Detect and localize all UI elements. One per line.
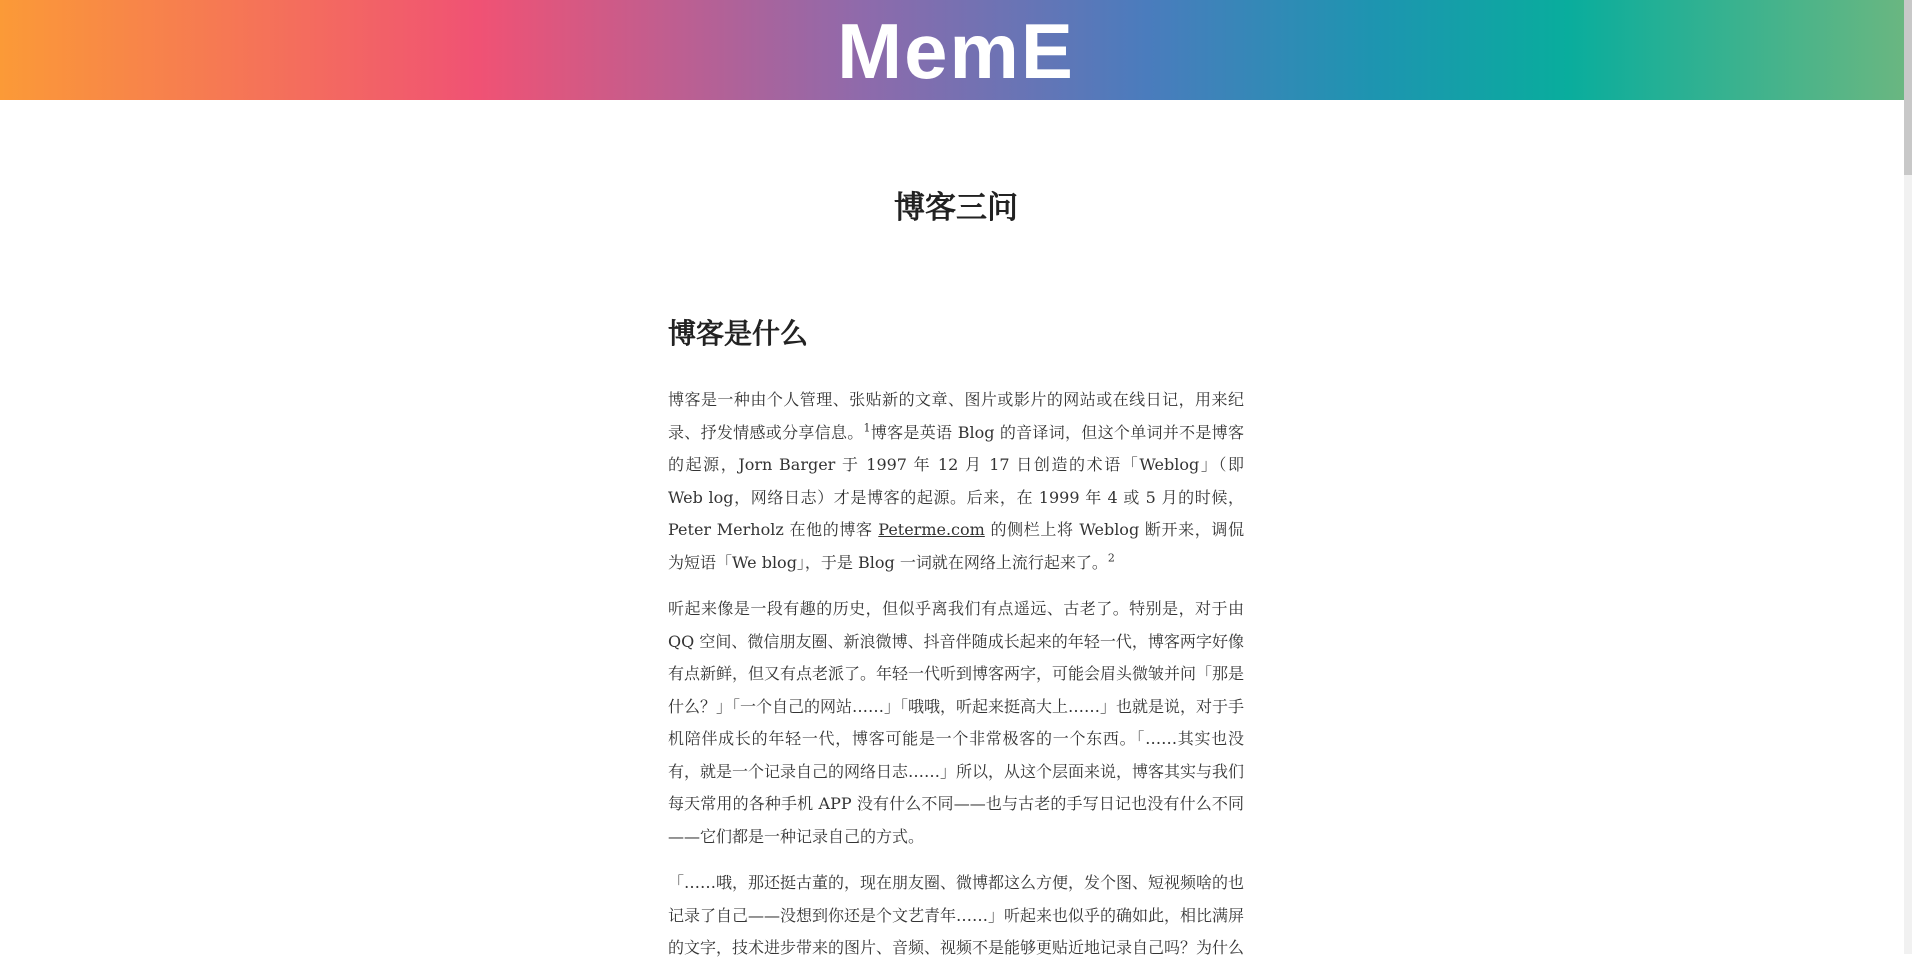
scrollbar-thumb[interactable] [1904, 0, 1912, 175]
text: 博客是英语 Blog 的音译词，但这个单词并不是博客的起源，Jorn Barger 于 1997 年 12 月 17 日创造的术语「Weblog」（即 Web log，网络日志）才是博客的起源。后来，在 1999 年 4 或 5 月的时候，Peter Merholz 在他的博客 [668, 422, 1244, 539]
post-title: 博客三问 [894, 190, 1018, 226]
footnote-ref[interactable]: 2 [1107, 551, 1115, 565]
site-logo[interactable]: MemE [837, 7, 1075, 95]
paragraph: 「……哦，那还挺古董的，现在朋友圈、微博都这么方便，发个图、短视频啥的也记录了自己——没想到你还是个文艺青年……」听起来也似乎的确如此，相比满屏的文字，技术进步带来的图片、音频、视频不是能够更贴近地记录自己吗？为什么 [668, 873, 1245, 957]
post-content [668, 230, 1244, 965]
peterme-link[interactable]: Peterme.com [878, 520, 985, 539]
section-heading: 博客是什么 [668, 317, 809, 350]
paragraph: 听起来像是一段有趣的历史，但似乎离我们有点遥远、古老了。特别是，对于由 QQ 空间、微信朋友圈、新浪微博、抖音伴随成长起来的年轻一代，博客两字好像有点新鲜，但又有点老派了。年轻一代听到博客两字，可能会眉头微皱并问「那是什么？」「一个自己的网站……」「哦哦，听起来挺高大上……」也就是说，对于手机陪伴成长的年轻一代，博客可能是一个非常极客的一个东西。「……其实也没有，就是一个记录自己的网络日志……」所以，从这个层面来说，博客其实与我们每天常用的各种手机 APP 没有什么不同——也与古老的手写日记也没有什么不同——它们都是一种记录自己的方式。 [668, 599, 1245, 846]
site-header [0, 0, 1912, 100]
text: 的侧栏上将 Weblog 断开来，调侃为短语「We blog」，于是 Blog 一词就在网络上流行起来了。 [668, 520, 1244, 572]
footnote-ref[interactable]: 1 [863, 421, 871, 435]
scrollbar[interactable] [1904, 0, 1912, 954]
text: 博客是一种由个人管理、张贴新的文章、图片或影片的网站或在线日记，用来纪录、抒发情感或分享信息。 [668, 390, 1244, 442]
paragraph [668, 384, 1244, 579]
